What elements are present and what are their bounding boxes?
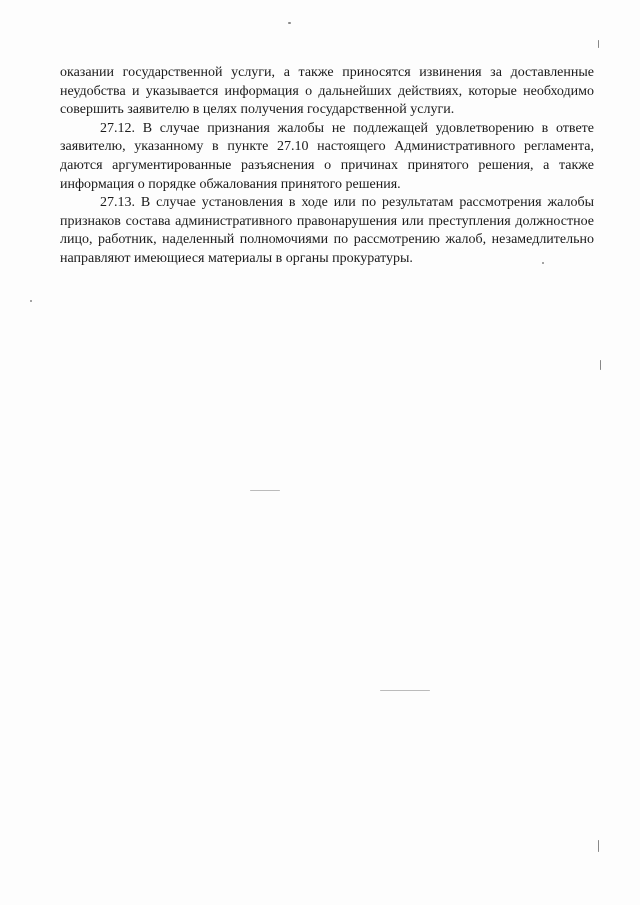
scan-speck <box>598 40 599 48</box>
scan-speck <box>598 840 599 852</box>
scan-speck <box>380 690 430 691</box>
paragraph-continuation: оказании государственной услуги, а также приносятся извинения за доставленные неудобства и указывается информация о дальнейших действиях, которые необходимо совершить заявителю в целях получения государственной услуги. <box>60 65 594 118</box>
scan-speck <box>600 360 601 370</box>
paragraph-27-13: 27.13. В случае установления в ходе или по результатам рассмотрения жалобы признаков состава административного правонарушения или преступления должностное лицо, работник, наделенный полномочиями по рассмотрению жалоб, незамедлительно направляют имеющиеся материалы в органы прокуратуры. <box>60 195 594 266</box>
document-body <box>60 64 594 269</box>
scan-speck <box>542 262 544 264</box>
scan-speck <box>288 22 291 24</box>
scan-speck <box>250 490 280 491</box>
paragraph-27-12: 27.12. В случае признания жалобы не подлежащей удовлетворению в ответе заявителю, указанному в пункте 27.10 настоящего Административного регламента, даются аргументированные разъяснения о причинах принятого решения, а также информация о порядке обжалования принятого решения. <box>60 120 594 192</box>
scan-speck <box>30 300 32 302</box>
